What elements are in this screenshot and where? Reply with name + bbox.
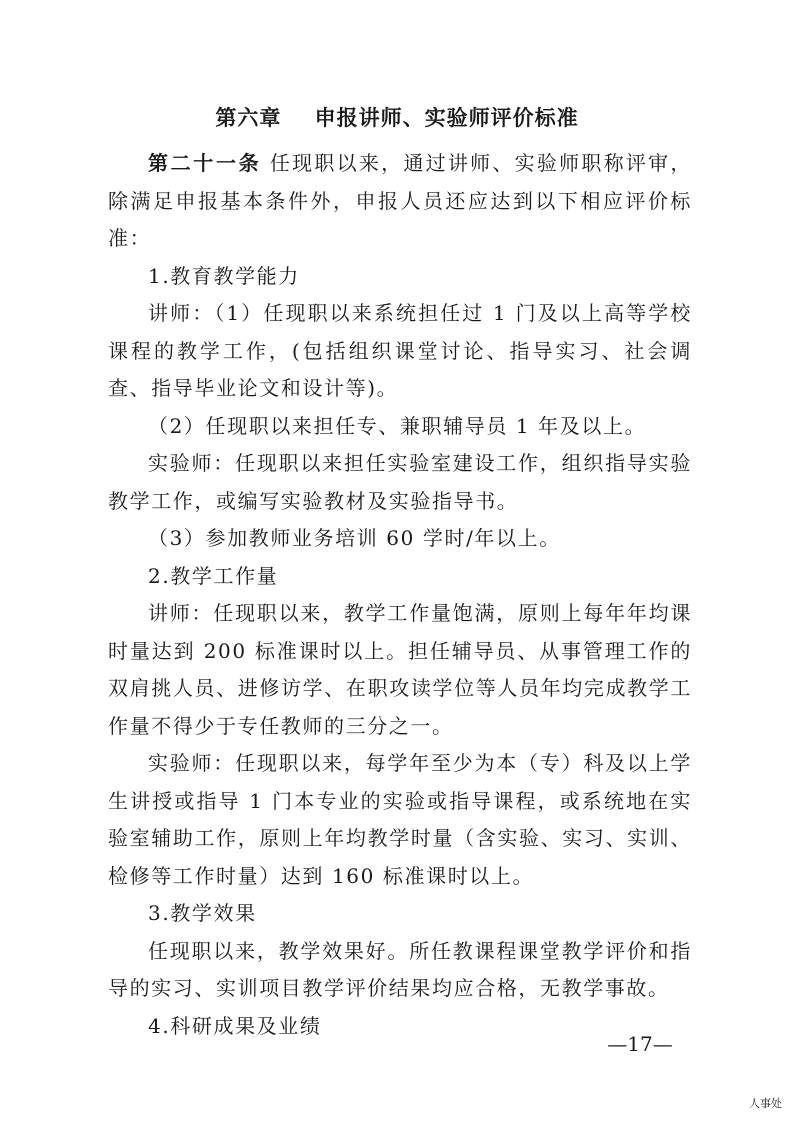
paragraph-lecturer-ability: 讲师：（1）任现职以来系统担任过 1 门及以上高等学校课程的教学工作，(包括组织课堂讨论、指导实习、社会调查、指导毕业论文和设计等)。 [108, 301, 692, 400]
chapter-title: 第六章 申报讲师、实验师评价标准 [215, 106, 579, 130]
paragraph-teaching-effect: 任现职以来，教学效果好。所任教课程课堂教学评价和指导的实习、实训项目教学评价结果均应合格，无教学事故。 [108, 938, 692, 1000]
section-heading-teaching-ability: 1.教育教学能力 [148, 263, 300, 288]
paragraph-counselor: （2）任现职以来担任专、兼职辅导员 1 年及以上。 [148, 413, 647, 438]
paragraph-lecturer-workload: 讲师：任现职以来，教学工作量饱满，原则上每年年均课时量达到 200 标准课时以上。担任辅导员、从事管理工作的双肩挑人员、进修访学、在职攻读学位等人员年均完成教学工作量不得少于专任教师的三分之一。 [108, 601, 692, 738]
article-heading: 第二十一条 [148, 151, 262, 175]
section-heading-teaching-effect: 3.教学效果 [148, 901, 257, 925]
section-heading-workload: 2.教学工作量 [148, 563, 279, 588]
article-paragraph [108, 145, 692, 258]
article-text: 任现职以来，通过讲师、实验师职称评审，除满足申报基本条件外，申报人员还应达到以下相应评价标准： [108, 151, 692, 250]
paragraph-experimentalist-ability: 实验师：任现职以来担任实验室建设工作，组织指导实验教学工作，或编写实验教材及实验指导书。 [108, 451, 692, 513]
department-mark: 人事处 [749, 1097, 782, 1110]
page-number: —17— [607, 1032, 673, 1056]
paragraph-training: （3）参加教师业务培训 60 学时/年以上。 [148, 526, 561, 550]
section-heading-research: 4.科研成果及业绩 [148, 1013, 322, 1038]
document-body [108, 145, 692, 1045]
paragraph-experimentalist-workload: 实验师：任现职以来，每学年至少为本（专）科及以上学生讲授或指导 1 门本专业的实验或指导课程，或系统地在实验室辅助工作，原则上年均教学时量（含实验、实习、实训、检修等工作时量）达到 160 标准课时以上。 [108, 751, 692, 888]
